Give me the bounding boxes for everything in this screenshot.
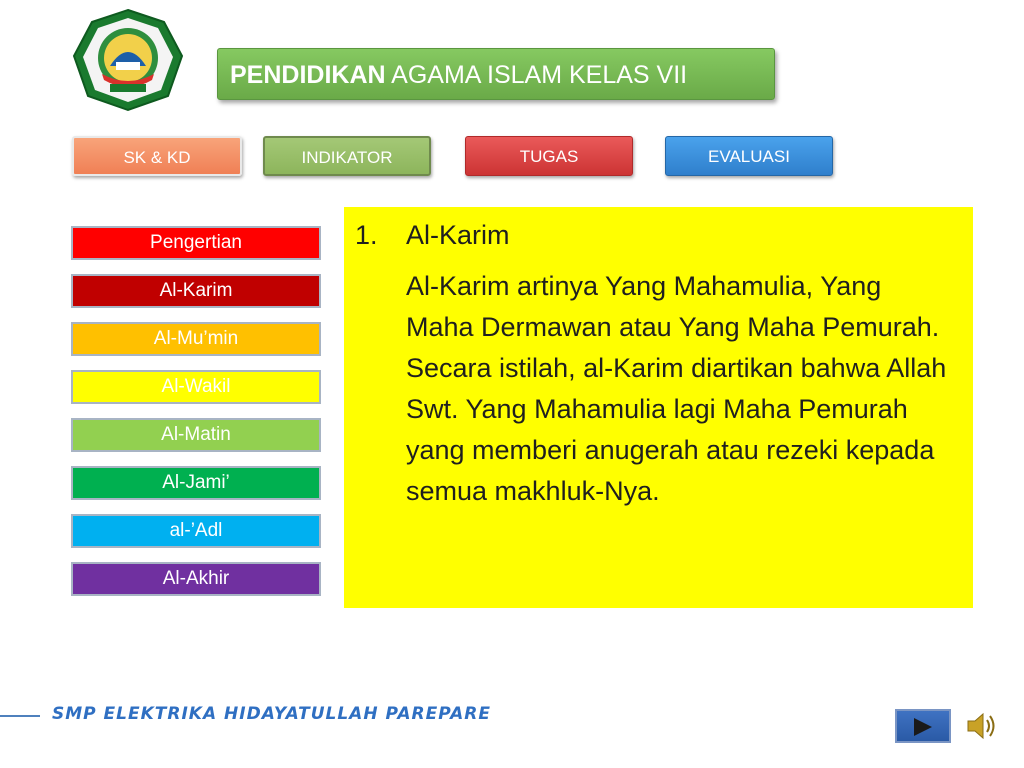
content-number: 1. [355,220,378,250]
title-rest: AGAMA ISLAM KELAS VII [385,61,688,89]
sidebar-item-al-adl[interactable]: al-’Adl [71,514,321,548]
title-bold: PENDIDIKAN [230,61,386,89]
content-heading: Al-Karim [406,220,510,250]
footer-divider [0,715,40,717]
sidebar-item-pengertian[interactable]: Pengertian [71,226,321,260]
sidebar-item-al-karim[interactable]: Al-Karim [71,274,321,308]
next-slide-button[interactable] [895,709,951,743]
nav-indikator-button[interactable]: INDIKATOR [263,136,431,176]
sidebar-item-al-matin[interactable]: Al-Matin [71,418,321,452]
sidebar-item-al-mumin[interactable]: Al-Mu’min [71,322,321,356]
nav-evaluasi-button[interactable]: EVALUASI [665,136,833,176]
nav-tugas-button[interactable]: TUGAS [465,136,633,176]
content-paragraph: Al-Karim artinya Yang Mahamulia, Yang Maha Dermawan atau Yang Maha Pemurah. Secara istilah, al-Karim diartikan bahwa Allah Swt. Yang Mahamulia lagi Maha Pemurah yang memberi anugerah atau rezeki kepada semua makhluk-Nya. [406,271,947,506]
footer-school-name: SMP ELEKTRIKA HIDAYATULLAH PAREPARE [52,704,491,724]
school-logo-icon [72,8,184,112]
page-title [217,48,775,100]
sidebar-item-al-jami[interactable]: Al-Jami’ [71,466,321,500]
nav-sk-kd-button[interactable]: SK & KD [72,136,242,176]
play-next-icon [912,716,934,738]
speaker-icon[interactable] [964,708,1000,744]
content-panel [344,207,973,608]
sidebar-item-al-wakil[interactable]: Al-Wakil [71,370,321,404]
sidebar-item-al-akhir[interactable]: Al-Akhir [71,562,321,596]
